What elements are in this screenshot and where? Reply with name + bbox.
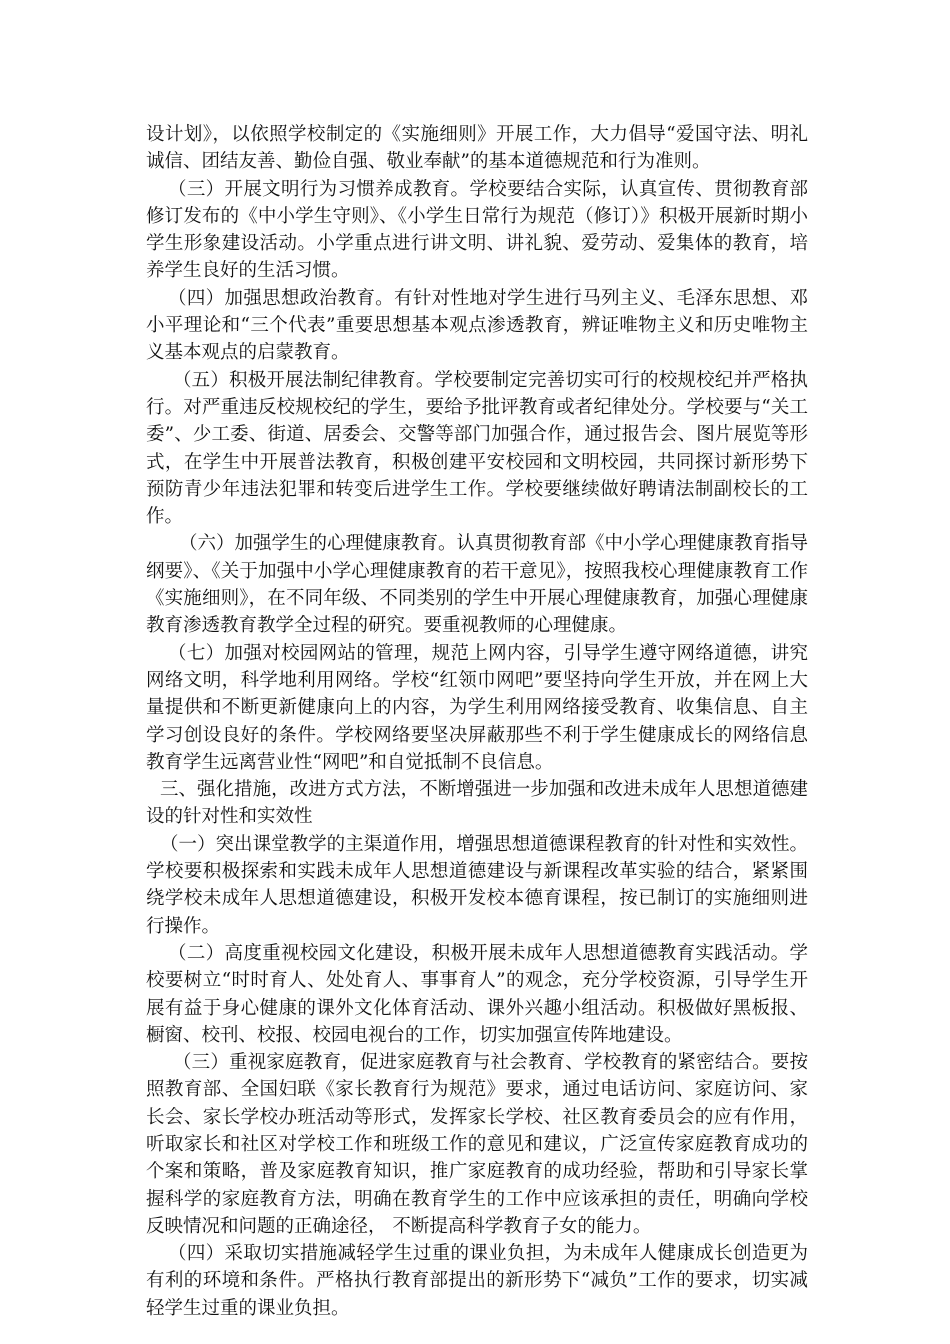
paragraph-website-management: （七）加强对校园网站的管理，规范上网内容，引导学生遵守网络道德，讲究网络文明，科学地利用网络。学校“红领巾网吧”要坚持向学生开放，并在网上大量提供和不断更新健康向上的内容，为学生利用网络接受教育、收集信息、自主学习创设良好的条件。学校网络要坚决屏蔽那些不利于学生健康成长的网络信息教育学生远离营业性“网吧”和自觉抵制不良信息。 [146,642,808,773]
paragraph-mental-health: （六）加强学生的心理健康教育。认真贯彻教育部《中小学心理健康教育指导纲要》、《关于加强中小学心理健康教育的若干意见》，按照我校心理健康教育工作《实施细则》，在不同年级、不同类别的学生中开展心理健康教育，加强心理健康教育渗透教育教学全过程的研究。要重视教师的心理健康。 [146,533,809,637]
paragraph-legal-education: （五）积极开展法制纪律教育。学校要制定完善切实可行的校规校纪并严格执行。对严重违反校规校纪的学生，要给予批评教育或者纪律处分。学校要与“关工委”、少工委、街道、居委会、交警等部门加强合作，通过报告会、图片展览等形式，在学生中开展普法教育，积极创建平安校园和文明校园，共同探讨新形势下预防青少年违法犯罪和转变后进学生工作。学校要继续做好聘请法制副校长的工作。 [146,369,808,528]
document-body [146,121,808,1322]
paragraph-family-education: （三）重视家庭教育，促进家庭教育与社会教育、学校教育的紧密结合。要按照教育部、全国妇联《家长教育行为规范》要求，通过电话访问、家庭访问、家长会、家长学校办班活动等形式，发挥家长学校、社区教育委员会的应有作用，听取家长和社区对学校工作和班级工作的意见和建议，广泛宣传家庭教育成功的个案和策略，普及家庭教育知识，推广家庭教育的成功经验，帮助和引导家长掌握科学的家庭教育方法，明确在教育学生的工作中应该承担的责任，明确向学校反映情况和问题的正确途径， 不断提高科学教育子女的能力。 [146,1052,808,1237]
paragraph-civilized-behavior: （三）开展文明行为习惯养成教育。学校要结合实际，认真宣传、贯彻教育部修订发布的《中小学生守则》、《小学生日常行为规范（修订）》积极开展新时期小学生形象建设活动。小学重点进行讲文明、讲礼貌、爱劳动、爱集体的教育，培养学生良好的生活习惯。 [146,178,808,282]
paragraph-continuation: 设计划》，以依照学校制定的《实施细则》开展工作，大力倡导“爱国守法、明礼诚信、团结友善、勤俭自强、敬业奉献”的基本道德规范和行为准则。 [146,124,808,173]
paragraph-campus-culture: （二）高度重视校园文化建设，积极开展未成年人思想道德教育实践活动。学校要树立“时时育人、处处育人、事事育人”的观念，充分学校资源，引导学生开展有益于身心健康的课外文化体育活动、课外兴趣小组活动。积极做好黑板报、橱窗、校刊、校报、校园电视台的工作，切实加强宣传阵地建设。 [146,942,808,1046]
paragraph-classroom-teaching: （一）突出课堂教学的主渠道作用，增强思想道德课程教育的针对性和实效性。学校要积极探索和实践未成年人思想道德建设与新课程改革实验的结合，紧紧围绕学校未成年人思想道德建设，积极开发校本德育课程，按已制订的实施细则进行操作。 [146,833,808,937]
section-heading-three: 三、强化措施，改进方式方法，不断增强进一步加强和改进未成年人思想道德建设的针对性和实效性 [146,779,808,828]
paragraph-political-education: （四）加强思想政治教育。有针对性地对学生进行马列主义、毛泽东思想、邓小平理论和“三个代表”重要思想基本观点渗透教育，辨证唯物主义和历史唯物主义基本观点的启蒙教育。 [146,287,808,364]
paragraph-reduce-burden: （四）采取切实措施减轻学生过重的课业负担，为未成年人健康成长创造更为有利的环境和条件。严格执行教育部提出的新形势下“减负”工作的要求，切实减轻学生过重的课业负担。 [146,1243,808,1319]
